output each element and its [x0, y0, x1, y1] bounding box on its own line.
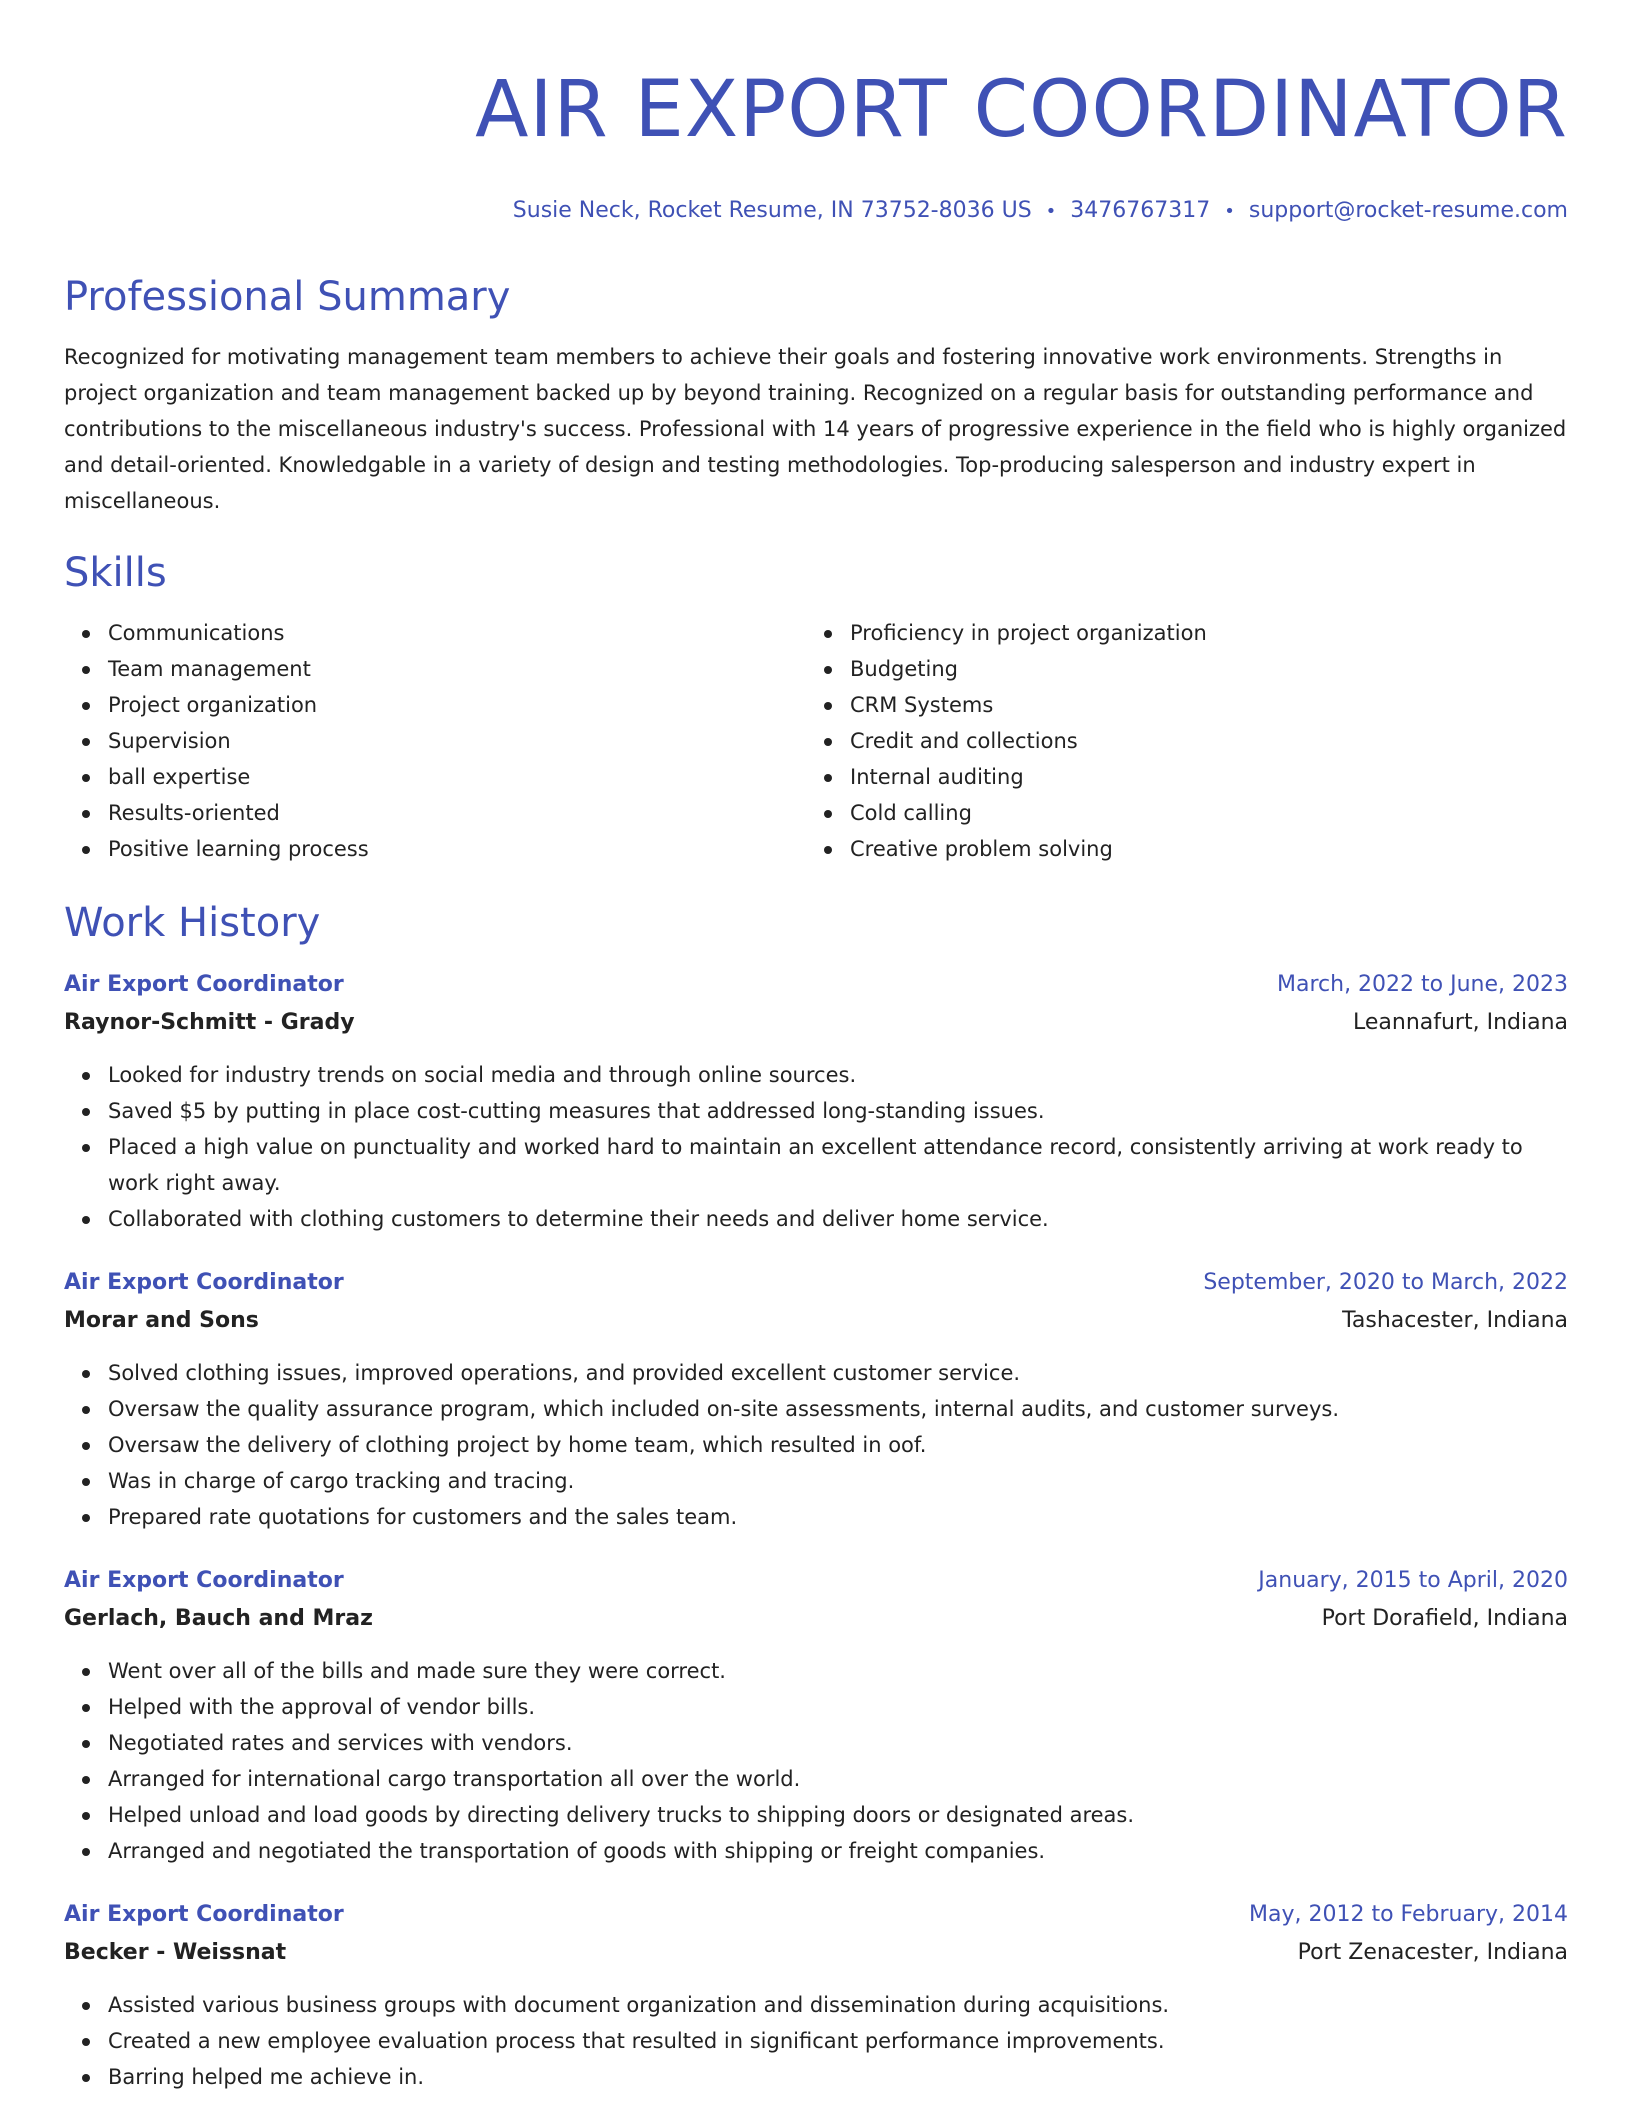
job-entry	[64, 967, 1568, 1237]
job-dates: January, 2015 to April, 2020	[1258, 1568, 1568, 1593]
job-duty-item: Negotiated rates and services with vendors.	[108, 1725, 1568, 1761]
job-title-row	[64, 1265, 1568, 1301]
job-duty-item: Arranged for international cargo transportation all over the world.	[108, 1761, 1568, 1797]
job-duty-item: Looked for industry trends on social media and through online sources.	[108, 1057, 1568, 1093]
skill-item: CRM Systems	[850, 687, 1548, 723]
job-company-row	[64, 1301, 1568, 1341]
skills-list-right	[806, 615, 1548, 867]
skills-list-left	[64, 615, 806, 867]
skill-item: ball expertise	[108, 759, 806, 795]
job-duty-item: Barring helped me achieve in.	[108, 2059, 1568, 2095]
job-company: Becker - Weissnat	[64, 1940, 287, 1965]
job-duty-item: Was in charge of cargo tracking and tracing.	[108, 1463, 1568, 1499]
job-company-row	[64, 1599, 1568, 1639]
contact-separator: •	[1224, 201, 1235, 222]
contact-line	[64, 196, 1568, 227]
job-location: Tashacester, Indiana	[1342, 1308, 1568, 1333]
job-company-row	[64, 1933, 1568, 1973]
skill-item: Project organization	[108, 687, 806, 723]
job-duty-item: Solved clothing issues, improved operations, and provided excellent customer service.	[108, 1355, 1568, 1391]
contact-address: Susie Neck, Rocket Resume, IN 73752-8036 US	[512, 198, 1032, 223]
job-duties-list	[64, 1987, 1568, 2095]
contact-separator: •	[1045, 201, 1057, 222]
job-duty-item: Helped with the approval of vendor bills.	[108, 1689, 1568, 1725]
job-location: Port Dorafield, Indiana	[1321, 1606, 1568, 1631]
job-title: Air Export Coordinator	[64, 972, 344, 997]
job-duty-item: Helped unload and load goods by directing delivery trucks to shipping doors or designated areas.	[108, 1797, 1568, 1833]
skills-section	[64, 545, 1568, 867]
summary-heading: Professional Summary	[64, 274, 511, 320]
job-title: Air Export Coordinator	[64, 1568, 344, 1593]
work-history-heading: Work History	[64, 900, 321, 946]
job-company-row	[64, 1003, 1568, 1043]
job-duty-item: Collaborated with clothing customers to determine their needs and deliver home service.	[108, 1201, 1568, 1237]
job-duty-item: Assisted various business groups with document organization and dissemination during acquisitions.	[108, 1987, 1568, 2023]
summary-section	[64, 269, 1568, 519]
resume-title: AIR EXPORT COORDINATOR	[475, 65, 1568, 155]
job-entry	[64, 1563, 1568, 1869]
job-title-row	[64, 967, 1568, 1003]
job-duties-list	[64, 1653, 1568, 1869]
job-title: Air Export Coordinator	[64, 1902, 344, 1927]
skills-column-right	[806, 615, 1548, 867]
job-title-row	[64, 1563, 1568, 1599]
skill-item: Positive learning process	[108, 831, 806, 867]
job-duty-item: Prepared rate quotations for customers and the sales team.	[108, 1499, 1568, 1535]
job-duty-item: Oversaw the quality assurance program, which included on-site assessments, internal audits, and customer surveys.	[108, 1391, 1568, 1427]
job-duty-item: Placed a high value on punctuality and worked hard to maintain an excellent attendance record, consistently arriving at work ready to work right away.	[108, 1129, 1568, 1201]
job-company: Morar and Sons	[64, 1308, 259, 1333]
skill-item: Results-oriented	[108, 795, 806, 831]
skill-item: Proficiency in project organization	[850, 615, 1548, 651]
resume-header	[64, 54, 1568, 227]
skills-heading: Skills	[64, 550, 167, 596]
job-duties-list	[64, 1057, 1568, 1237]
contact-email: support@rocket-resume.com	[1248, 198, 1568, 223]
skill-item: Credit and collections	[850, 723, 1548, 759]
skill-item: Communications	[108, 615, 806, 651]
job-dates: May, 2012 to February, 2014	[1249, 1902, 1568, 1927]
summary-text: Recognized for motivating management team members to achieve their goals and fostering innovative work environments. Strengths in project organization and team management backed up by beyond training. Recognized on a regular basis for outstanding performance and contributions to the miscellaneous industry's success. Professional with 14 years of progressive experience in the field who is highly organized and detail-oriented. Knowledgable in a variety of design and testing methodologies. Top-producing salesperson and industry expert in miscellaneous.	[64, 345, 1567, 513]
skill-item: Internal auditing	[850, 759, 1548, 795]
job-title: Air Export Coordinator	[64, 1270, 344, 1295]
job-duty-item: Saved $5 by putting in place cost-cutting measures that addressed long-standing issues.	[108, 1093, 1568, 1129]
job-duty-item: Created a new employee evaluation process that resulted in significant performance improvements.	[108, 2023, 1568, 2059]
job-entry	[64, 1265, 1568, 1535]
job-dates: March, 2022 to June, 2023	[1277, 972, 1568, 997]
job-duty-item: Oversaw the delivery of clothing project by home team, which resulted in oof.	[108, 1427, 1568, 1463]
job-dates: September, 2020 to March, 2022	[1203, 1270, 1568, 1295]
job-duties-list	[64, 1355, 1568, 1535]
job-duty-item: Went over all of the bills and made sure they were correct.	[108, 1653, 1568, 1689]
skills-grid	[64, 615, 1568, 867]
skill-item: Creative problem solving	[850, 831, 1548, 867]
job-entry	[64, 1897, 1568, 2095]
skill-item: Team management	[108, 651, 806, 687]
work-history-section	[64, 895, 1568, 2095]
contact-phone: 3476767317	[1070, 198, 1211, 223]
job-duty-item: Arranged and negotiated the transportation of goods with shipping or freight companies.	[108, 1833, 1568, 1869]
job-location: Leannafurt, Indiana	[1352, 1010, 1568, 1035]
skill-item: Supervision	[108, 723, 806, 759]
job-title-row	[64, 1897, 1568, 1933]
job-company: Raynor-Schmitt - Grady	[64, 1010, 355, 1035]
skill-item: Cold calling	[850, 795, 1548, 831]
skill-item: Budgeting	[850, 651, 1548, 687]
job-location: Port Zenacester, Indiana	[1297, 1940, 1568, 1965]
job-company: Gerlach, Bauch and Mraz	[64, 1606, 373, 1631]
skills-column-left	[64, 615, 806, 867]
